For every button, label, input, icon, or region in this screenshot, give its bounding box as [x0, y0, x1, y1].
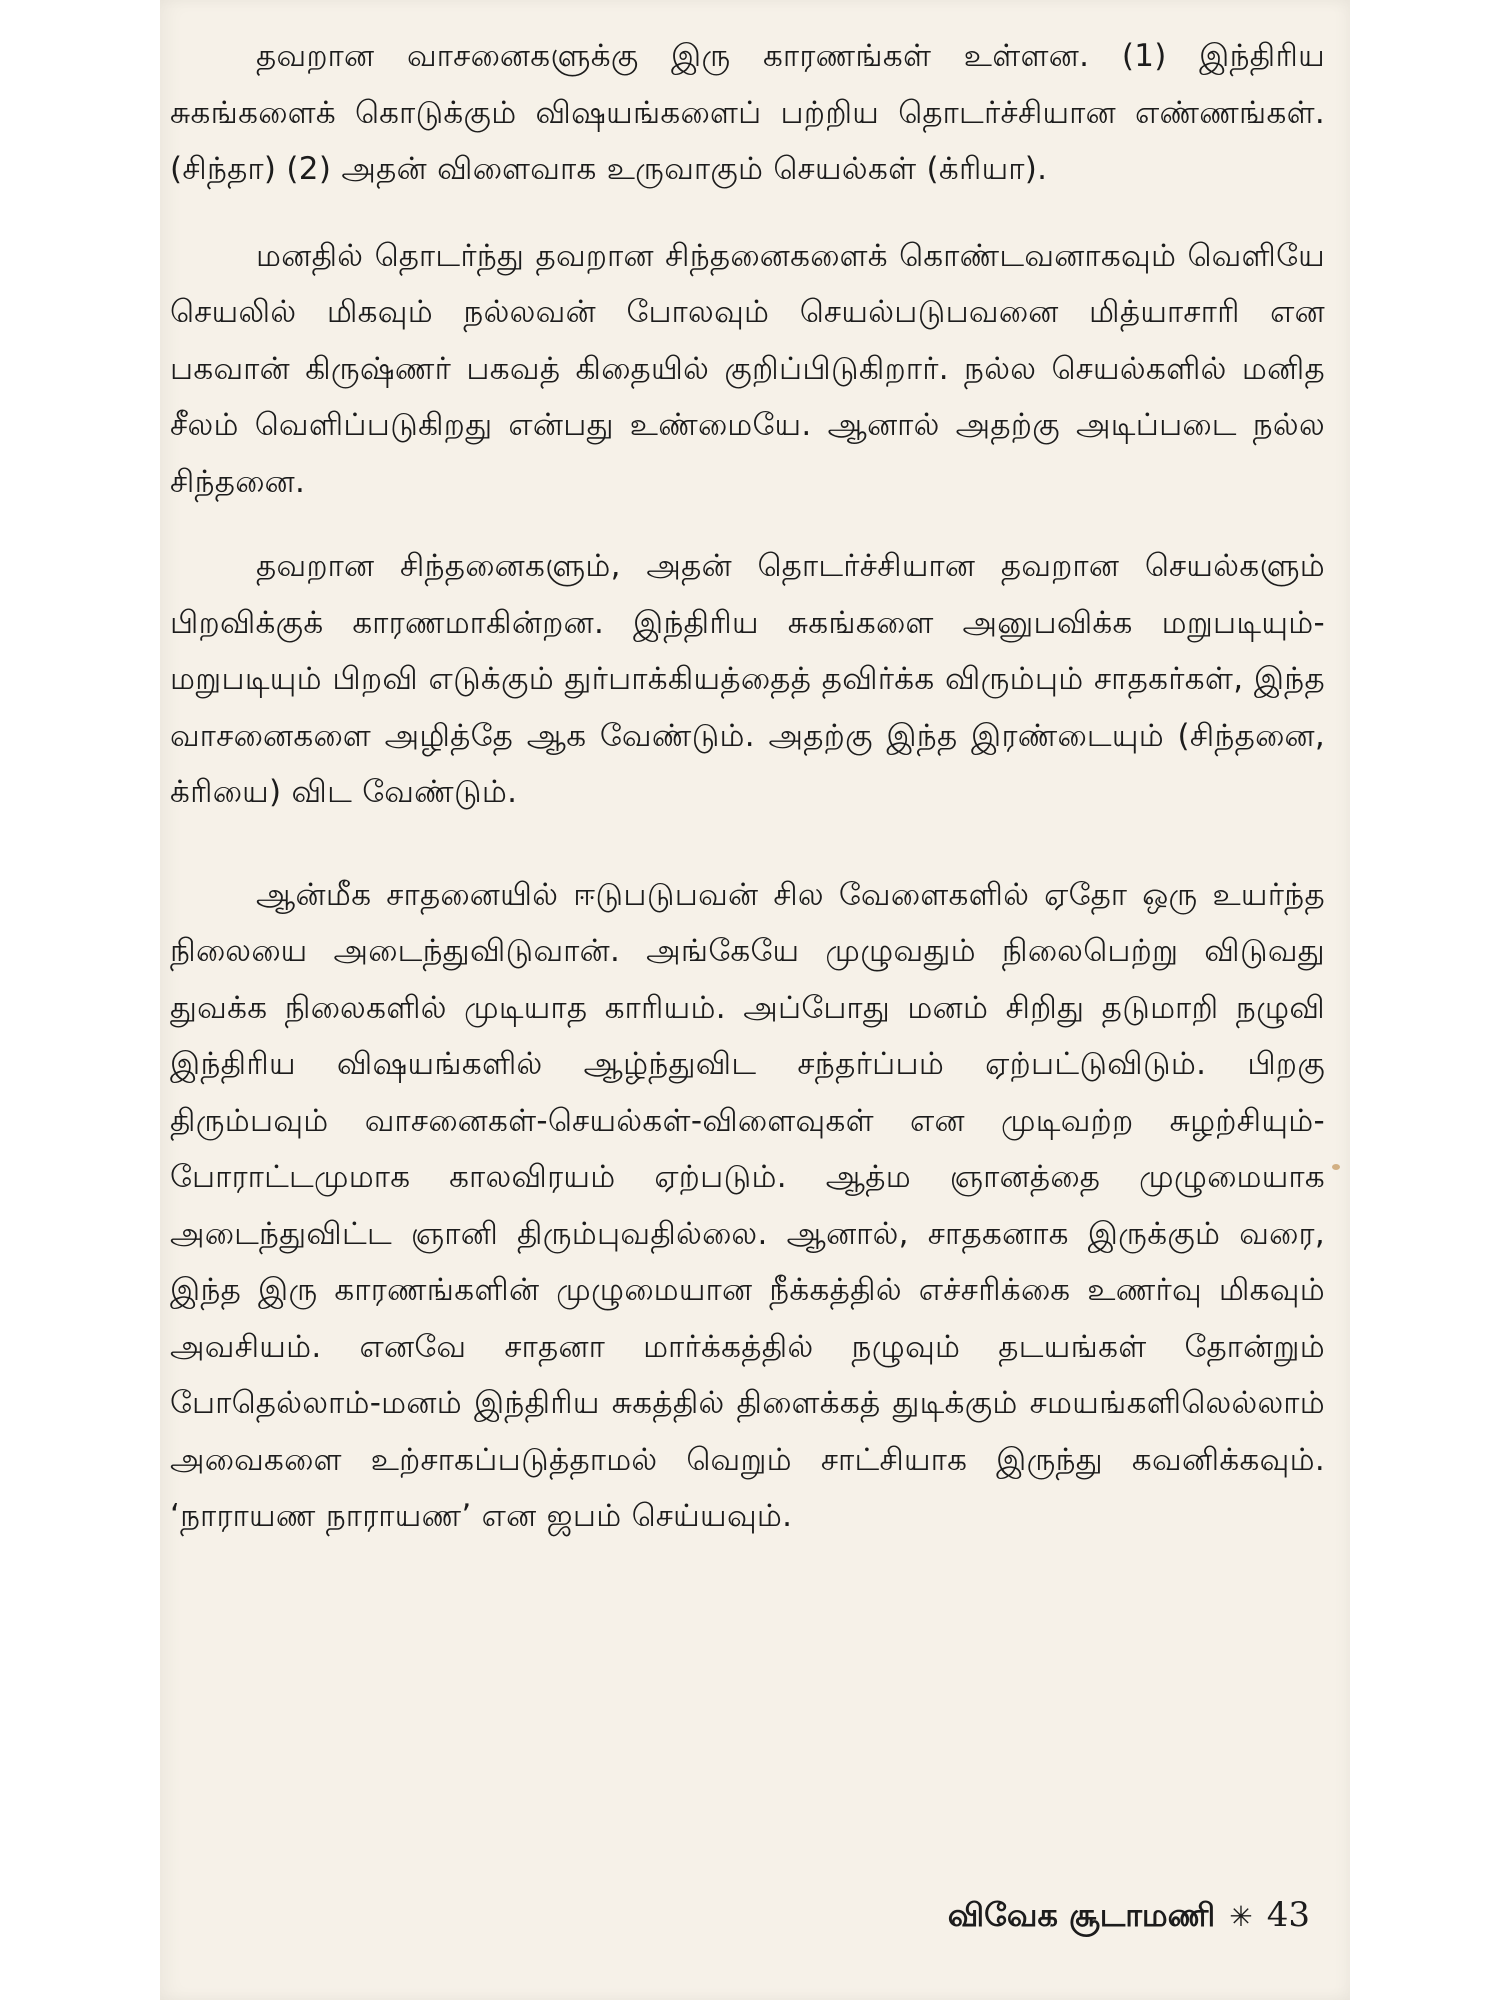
- paragraph-2: மனதில் தொடர்ந்து தவறான சிந்தனைகளைக் கொண்டவனாகவும் வெளியே செயலில் மிகவும் நல்லவன் போலவும் செயல்படுபவனை மித்யாசாரி என பகவான் கிருஷ்ணர் பகவத் கிதையில் குறிப்பிடுகிறார். நல்ல செயல்களில் மனித சீலம் வெளிப்படுகிறது என்பது உண்மையே. ஆனால் அதற்கு அடிப்படை நல்ல சிந்தனை.: [170, 237, 1325, 500]
- book-title: விவேக சூடாமணி: [947, 1896, 1216, 1934]
- paragraph-1: தவறான வாசனைகளுக்கு இரு காரணங்கள் உள்ளன. (1) இந்திரிய சுகங்களைக் கொடுக்கும் விஷயங்களைப் பற்றிய தொடர்ச்சியான எண்ணங்கள். (சிந்தா) (2) அதன் விளைவாக உருவாகும் செயல்கள் (க்ரியா).: [170, 38, 1325, 187]
- page-footer: [948, 1895, 1310, 1938]
- body-text: [170, 28, 1325, 1545]
- page-number: 43: [1266, 1895, 1310, 1935]
- asterisk-icon: ✳: [1229, 1900, 1253, 1933]
- paper-speck: [1332, 1164, 1340, 1170]
- paragraph-4: ஆன்மீக சாதனையில் ஈடுபடுபவன் சில வேளைகளில் ஏதோ ஒரு உயர்ந்த நிலையை அடைந்துவிடுவான். அங்கேயே முழுவதும் நிலைபெற்று விடுவது துவக்க நிலைகளில் முடியாத காரியம். அப்போது மனம் சிறிது தடுமாறி நழுவி இந்திரிய விஷயங்களில் ஆழ்ந்துவிட சந்தர்ப்பம் ஏற்பட்டுவிடும். பிறகு திரும்பவும் வாசனைகள்-செயல்கள்-விளைவுகள் என முடிவற்ற சுழற்சியும்-போராட்டமுமாக காலவிரயம் ஏற்படும். ஆத்ம ஞானத்தை முழுமையாக அடைந்துவிட்ட ஞானி திரும்புவதில்லை. ஆனால், சாதகனாக இருக்கும் வரை, இந்த இரு காரணங்களின் முழுமையான நீக்கத்தில் எச்சரிக்கை உணர்வு மிகவும் அவசியம். எனவே சாதனா மார்க்கத்தில் நழுவும் தடயங்கள் தோன்றும் போதெல்லாம்-மனம் இந்திரிய சுகத்தில் திளைக்கத் துடிக்கும் சமயங்களிலெல்லாம் அவைகளை உற்சாகப்படுத்தாமல் வெறும் சாட்சியாக இருந்து கவனிக்கவும். ‘நாராயண நாராயண’ என ஜபம் செய்யவும்.: [170, 876, 1325, 1534]
- paragraph-3: தவறான சிந்தனைகளும், அதன் தொடர்ச்சியான தவறான செயல்களும் பிறவிக்குக் காரணமாகின்றன. இந்திரிய சுகங்களை அனுபவிக்க மறுபடியும்-மறுபடியும் பிறவி எடுக்கும் துர்பாக்கியத்தைத் தவிர்க்க விரும்பும் சாதகர்கள், இந்த வாசனைகளை அழித்தே ஆக வேண்டும். அதற்கு இந்த இரண்டையும் (சிந்தனை, க்ரியை) விட வேண்டும்.: [170, 548, 1325, 810]
